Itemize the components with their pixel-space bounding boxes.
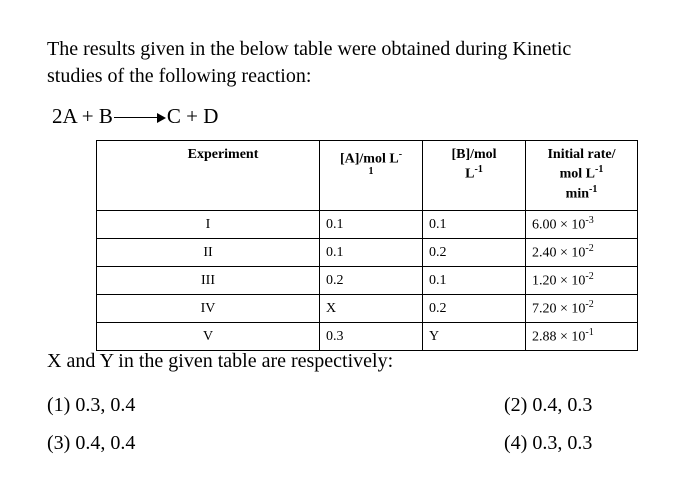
cell-b: Y: [423, 323, 526, 351]
cell-rate: $2.88 \times 10^{-1}$: [526, 323, 638, 351]
cell-experiment: V: [97, 323, 320, 351]
option-3[interactable]: (3) 0.4, 0.4: [47, 432, 136, 454]
reactants: 2A + B: [52, 104, 113, 128]
cell-a: 0.1: [320, 239, 423, 267]
cell-a: 0.1: [320, 211, 423, 239]
reaction-equation: [52, 104, 218, 129]
header-initial-rate: Initial rate/ mol $L^{-1}$ $\min^{-1}$: [526, 141, 638, 211]
table-row: [97, 211, 638, 239]
option-4[interactable]: (4) 0.3, 0.3: [504, 432, 593, 454]
cell-rate: $7.20 \times 10^{-2}$: [526, 295, 638, 323]
reaction-arrow-icon: [114, 113, 166, 123]
products: C + D: [166, 104, 219, 128]
kinetics-table: [96, 140, 638, 351]
table-row: [97, 295, 638, 323]
cell-rate: $2.40 \times 10^{-2}$: [526, 239, 638, 267]
cell-experiment: I: [97, 211, 320, 239]
cell-b: 0.1: [423, 211, 526, 239]
cell-a: X: [320, 295, 423, 323]
intro-line-2: studies of the following reaction:: [47, 65, 312, 87]
option-1[interactable]: (1) 0.3, 0.4: [47, 394, 136, 416]
question-text: X and Y in the given table are respectively:: [47, 350, 394, 372]
cell-a: 0.2: [320, 267, 423, 295]
header-experiment: Experiment: [97, 141, 320, 211]
cell-rate: $1.20 \times 10^{-2}$: [526, 267, 638, 295]
header-concentration-b: [B]/mol $L^{-1}$: [423, 141, 526, 211]
cell-b: 0.2: [423, 239, 526, 267]
cell-experiment: IV: [97, 295, 320, 323]
header-concentration-a: [A]/mol L- 1: [320, 141, 423, 211]
cell-b: 0.1: [423, 267, 526, 295]
intro-line-1: The results given in the below table were obtained during Kinetic: [47, 38, 572, 60]
cell-experiment: II: [97, 239, 320, 267]
cell-a: 0.3: [320, 323, 423, 351]
option-2[interactable]: (2) 0.4, 0.3: [504, 394, 593, 416]
intro-text: [47, 36, 667, 90]
table-row: [97, 267, 638, 295]
table-header-row: [97, 141, 638, 211]
table-row: [97, 239, 638, 267]
cell-b: 0.2: [423, 295, 526, 323]
cell-rate: $6.00 \times 10^{-3}$: [526, 211, 638, 239]
cell-experiment: III: [97, 267, 320, 295]
table-row: [97, 323, 638, 351]
